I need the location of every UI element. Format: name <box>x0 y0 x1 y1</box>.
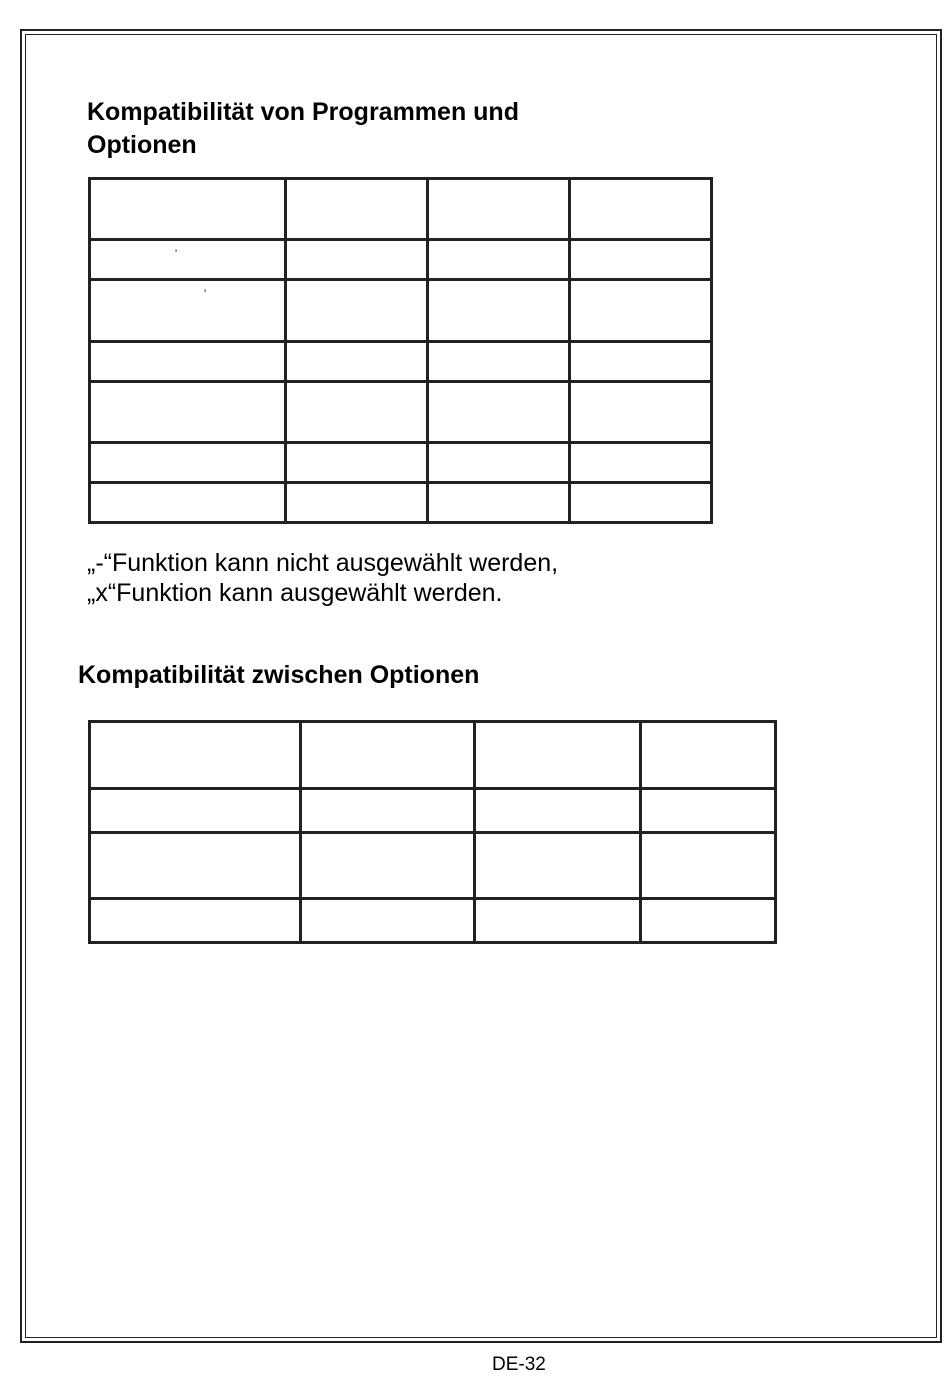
legend-line-selectable: „x“Funktion kann ausgewählt werden. <box>87 579 503 607</box>
table-row <box>90 722 776 789</box>
legend-line-not-selectable: „-“Funktion kann nicht ausgewählt werden, <box>87 549 559 577</box>
table-cell <box>286 179 428 240</box>
table-cell <box>570 443 712 483</box>
table-cell <box>475 789 641 833</box>
table-cell <box>286 342 428 382</box>
table-row <box>90 833 776 899</box>
section-title-line2: Optionen <box>87 131 197 159</box>
table-cell <box>570 240 712 280</box>
table-cell <box>428 280 570 342</box>
stray-mark: ' <box>204 288 207 300</box>
table-cell <box>301 833 475 899</box>
table-cell <box>475 899 641 943</box>
table-cell <box>90 240 286 280</box>
table-row <box>90 443 712 483</box>
legend-text <box>87 548 558 608</box>
table-row <box>90 382 712 443</box>
table-cell <box>641 899 776 943</box>
table-cell <box>90 833 301 899</box>
section-title-program-compatibility <box>87 96 687 162</box>
section-title-options-compatibility: Kompatibilität zwischen Optionen <box>78 661 480 689</box>
table-cell <box>641 789 776 833</box>
table-cell <box>570 179 712 240</box>
table-cell <box>641 722 776 789</box>
table-cell <box>641 833 776 899</box>
table-row <box>90 483 712 523</box>
table-cell <box>428 443 570 483</box>
table-row <box>90 899 776 943</box>
table-cell <box>428 483 570 523</box>
table-cell <box>301 789 475 833</box>
table-cell <box>286 382 428 443</box>
table-cell <box>475 722 641 789</box>
table-cell <box>90 179 286 240</box>
table-cell <box>475 833 641 899</box>
table-cell <box>90 280 286 342</box>
table-cell <box>428 179 570 240</box>
table-cell <box>301 722 475 789</box>
table-cell <box>301 899 475 943</box>
table-cell <box>90 789 301 833</box>
table-cell <box>428 382 570 443</box>
table-cell <box>428 342 570 382</box>
table-cell <box>286 443 428 483</box>
table-row <box>90 342 712 382</box>
table-cell <box>570 342 712 382</box>
table-cell <box>90 899 301 943</box>
stray-mark: ' <box>175 248 178 260</box>
table-cell <box>90 443 286 483</box>
table-cell <box>90 483 286 523</box>
table-row <box>90 789 776 833</box>
table-row <box>90 179 712 240</box>
table-row <box>90 280 712 342</box>
page-number: DE-32 <box>492 1354 546 1375</box>
options-compatibility-table <box>88 720 777 944</box>
table-cell <box>570 382 712 443</box>
table-row <box>90 240 712 280</box>
section-title-line1: Kompatibilität von Programmen und <box>87 98 519 126</box>
program-options-table <box>88 177 713 524</box>
table-cell <box>90 722 301 789</box>
table-cell <box>90 382 286 443</box>
table-cell <box>90 342 286 382</box>
table-cell <box>286 483 428 523</box>
table-cell <box>570 483 712 523</box>
table-cell <box>570 280 712 342</box>
table-cell <box>428 240 570 280</box>
